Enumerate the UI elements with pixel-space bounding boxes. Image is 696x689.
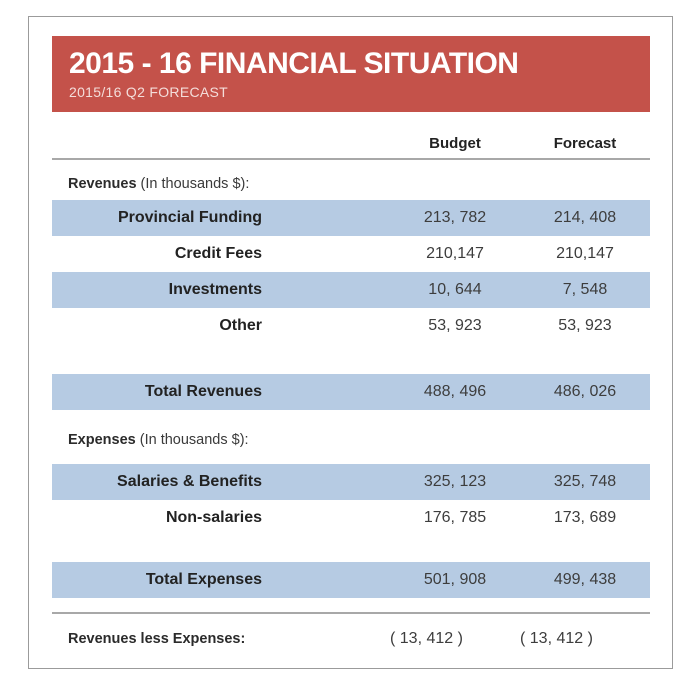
row-provincial-funding xyxy=(52,200,650,236)
forecast-value: ( 13, 412 ) xyxy=(520,630,593,647)
forecast-value: 210,147 xyxy=(556,245,614,262)
forecast-value: 173, 689 xyxy=(553,509,617,526)
row-credit-fees xyxy=(52,236,650,272)
expenses-label-text: Expenses xyxy=(68,432,136,448)
row-revenues-less-expenses xyxy=(52,614,650,664)
column-header-forecast: Forecast xyxy=(553,135,617,152)
report-frame xyxy=(28,16,673,669)
expenses-section-label xyxy=(52,430,650,450)
budget-value: ( 13, 412 ) xyxy=(390,630,463,647)
row-label: Revenues less Expenses: xyxy=(68,631,246,647)
budget-value: 53, 923 xyxy=(428,317,482,334)
forecast-value: 53, 923 xyxy=(558,317,612,334)
row-other xyxy=(52,308,650,344)
row-investments xyxy=(52,272,650,308)
forecast-value: 486, 026 xyxy=(553,383,617,400)
budget-value: 176, 785 xyxy=(423,509,487,526)
row-salaries-benefits xyxy=(52,464,650,500)
revenues-section-label xyxy=(52,174,650,194)
row-label: Provincial Funding xyxy=(117,209,262,226)
forecast-value: 7, 548 xyxy=(562,281,608,298)
row-label: Investments xyxy=(168,281,262,298)
row-label: Credit Fees xyxy=(174,245,262,262)
title-banner xyxy=(52,36,650,112)
revenues-rows xyxy=(52,200,650,344)
column-header-budget: Budget xyxy=(429,135,481,152)
report-content xyxy=(52,36,650,664)
row-label: Non-salaries xyxy=(165,509,262,526)
budget-value: 10, 644 xyxy=(428,281,482,298)
page-subtitle: 2015/16 Q2 FORECAST xyxy=(69,84,228,100)
row-non-salaries xyxy=(52,500,650,536)
budget-value: 501, 908 xyxy=(423,571,487,588)
row-label: Total Revenues xyxy=(144,383,262,400)
budget-value: 325, 123 xyxy=(423,473,487,490)
column-header-row xyxy=(52,124,650,160)
page-title: 2015 - 16 FINANCIAL SITUATION xyxy=(69,47,519,80)
expenses-label-note: (In thousands $): xyxy=(139,432,249,448)
row-total-revenues xyxy=(52,374,650,410)
budget-value: 488, 496 xyxy=(423,383,487,400)
forecast-value: 499, 438 xyxy=(553,571,617,588)
revenues-label-text: Revenues xyxy=(68,176,137,192)
expenses-rows xyxy=(52,464,650,536)
row-label: Other xyxy=(219,317,262,334)
forecast-value: 325, 748 xyxy=(553,473,617,490)
row-label: Salaries & Benefits xyxy=(117,473,262,490)
forecast-value: 214, 408 xyxy=(553,209,617,226)
budget-value: 210,147 xyxy=(426,245,484,262)
row-label: Total Expenses xyxy=(145,571,262,588)
row-total-expenses xyxy=(52,562,650,598)
revenues-label-note: (In thousands $): xyxy=(140,176,250,192)
budget-value: 213, 782 xyxy=(423,209,487,226)
